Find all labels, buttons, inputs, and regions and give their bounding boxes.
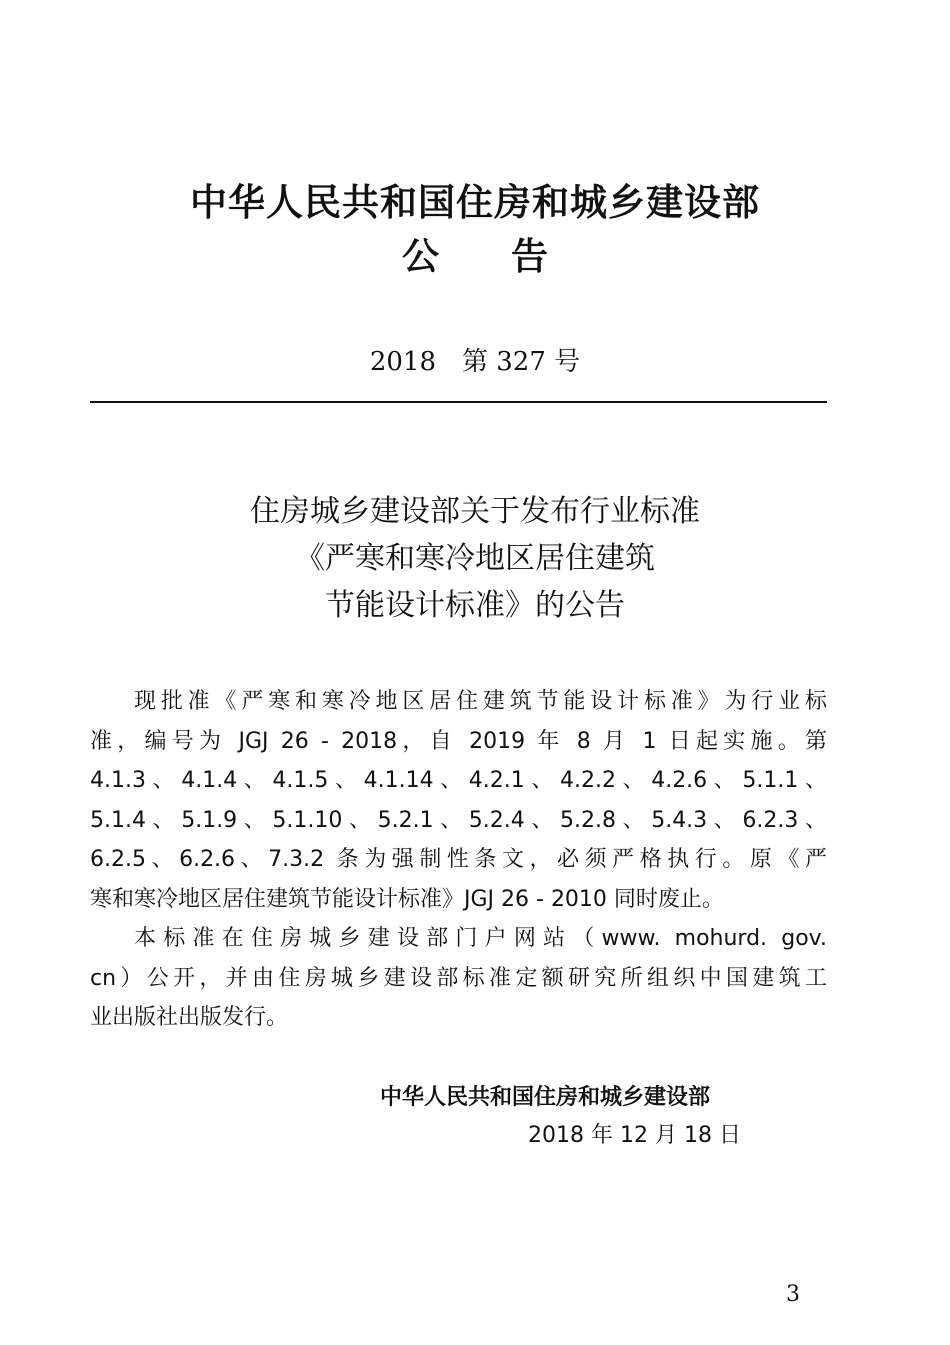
document-type-heading: 公告 [402,235,620,278]
subject-line: 住房城乡建设部关于发布行业标准 [250,494,700,529]
body-line: 本标准在住房城乡建设部门户网站（www. mohurd. gov. [134,926,827,951]
body-line: 4.1.3、4.1.4、4.1.5、4.1.14、4.2.1、4.2.2、4.2.6、5.1.1、 [90,768,827,793]
body-line: 5.1.4、5.1.9、5.1.10、5.2.1、5.2.4、5.2.8、5.4.3、6.2.3、 [90,807,827,833]
page-number: 3 [786,1282,800,1307]
announcement-subject [0,488,950,629]
body-line: 业出版社出版发行。 [90,1005,289,1030]
announcement-body [90,682,827,1038]
body-paragraph-publication [90,919,827,1038]
header-divider [90,401,827,403]
body-line: 现批准《严寒和寒冷地区居住建筑节能设计标准》为行业标 [134,689,827,714]
signature-date: 2018 年 12 月 18 日 [528,1123,741,1148]
issuer-title: 中华人民共和国住房和城乡建设部 [190,181,760,224]
signatory-name: 中华人民共和国住房和城乡建设部 [380,1085,711,1110]
body-line: 准，编号为 JGJ 26 - 2018，自 2019 年 8 月 1 日起实施。第 [90,728,827,754]
document-number: 2018 第 327 号 [369,347,581,377]
subject-line: 《严寒和寒冷地区居住建筑 [295,541,655,576]
subject-line: 节能设计标准》的公告 [325,588,625,623]
body-line: 寒和寒冷地区居住建筑节能设计标准》JGJ 26 - 2010 同时废止。 [90,886,724,912]
body-line: cn）公开，并由住房城乡建设部标准定额研究所组织中国建筑工 [90,965,827,991]
body-paragraph-approval [90,682,827,919]
body-line: 6.2.5、6.2.6、7.3.2 条为强制性条文，必须严格执行。原《严 [90,847,827,872]
